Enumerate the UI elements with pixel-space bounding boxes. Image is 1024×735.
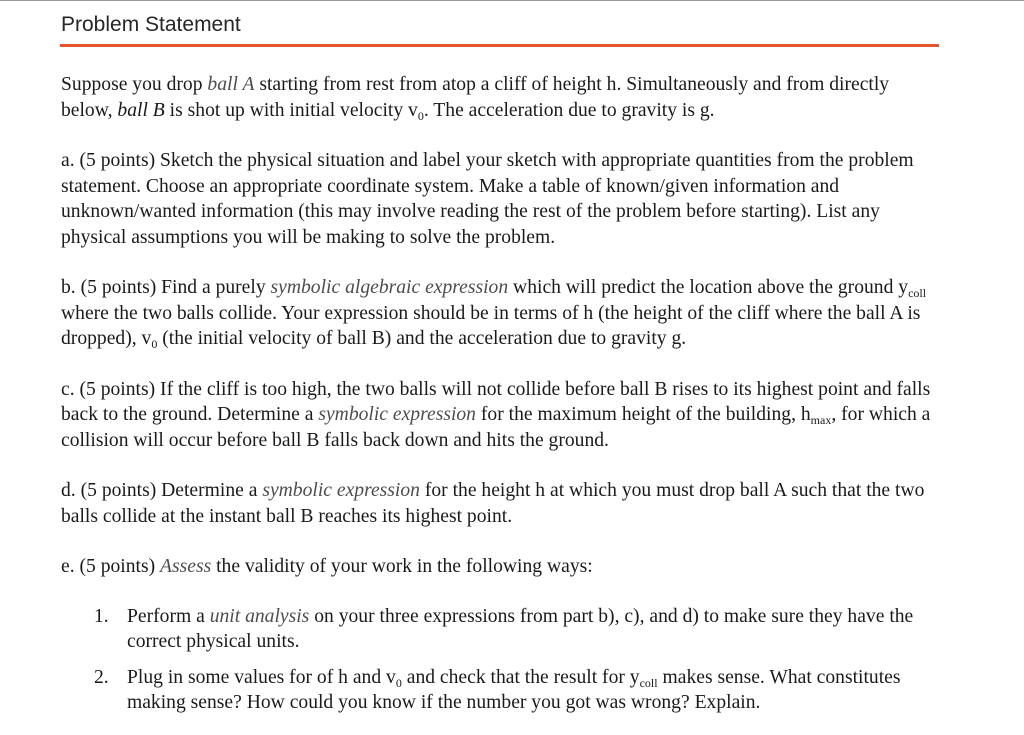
part-a-paragraph: a. (5 points) Sketch the physical situation and label your sketch with appropriate quantities from the problem statement. Choose an appropriate coordinate system. Make a table of known/given information and unknown/wanted information (this may involve reading the rest of the problem before starting). List any physical assumptions you will be making to solve the problem. <box>61 150 914 248</box>
top-border <box>0 0 1024 1</box>
problem-body <box>61 72 941 726</box>
part-b-paragraph: b. (5 points) Find a purely symbolic algebraic expression which will predict the location above the ground $y_{coll}$ where the two balls collide. Your expression should be in terms of h (the height of the cliff where the ball A is dropped), $v_0$ (the initial velocity of ball B) and the acceleration due to gravity g. <box>61 277 927 351</box>
ball-b-term: ball B <box>117 99 165 121</box>
emphasis-text: Assess <box>160 556 212 577</box>
part-d-paragraph: d. (5 points) Determine a symbolic expression for the height h at which you must drop ball A such that the two balls collide at the instant ball B reaches its highest point. <box>61 480 925 527</box>
part-c-paragraph: c. (5 points) If the cliff is too high, the two balls will not collide before ball B rises to its highest point and falls back to the ground. Determine a symbolic expression for the maximum height of the building, $h_{max}$, for which a collision will occur before ball B falls back down and hits the ground. <box>61 378 931 451</box>
emphasis-text: unit analysis <box>209 605 310 627</box>
emphasis-text: symbolic expression <box>318 404 476 425</box>
emphasis-text: symbolic expression <box>262 480 420 501</box>
list-number: 2. <box>94 666 109 688</box>
page-title: Problem Statement <box>61 13 241 36</box>
list-item: 1. Perform a unit analysis on your three expressions from part b), c), and d) to make sure they have the correct physical units. <box>94 605 914 652</box>
part-e-paragraph: e. (5 points) Assess the validity of your work in the following ways: <box>61 556 593 577</box>
ball-a-term: ball A <box>207 74 255 95</box>
title-underline <box>60 44 939 47</box>
list-number: 1. <box>94 605 109 627</box>
emphasis-text: symbolic algebraic expression <box>270 277 509 298</box>
intro-paragraph: Suppose you drop ball A starting from rest from atop a cliff of height h. Simultaneously and from directly below, ball B is shot up with initial velocity $v_0$. The acceleration due to gravity is g. <box>61 74 890 123</box>
assessment-list <box>61 604 941 716</box>
list-item: 2. Plug in some values for of h and $v_0$ and check that the result for $y_{coll}$ makes sense. What constitutes making sense? How could you know if the number you got was wrong? Explain. <box>94 666 901 713</box>
